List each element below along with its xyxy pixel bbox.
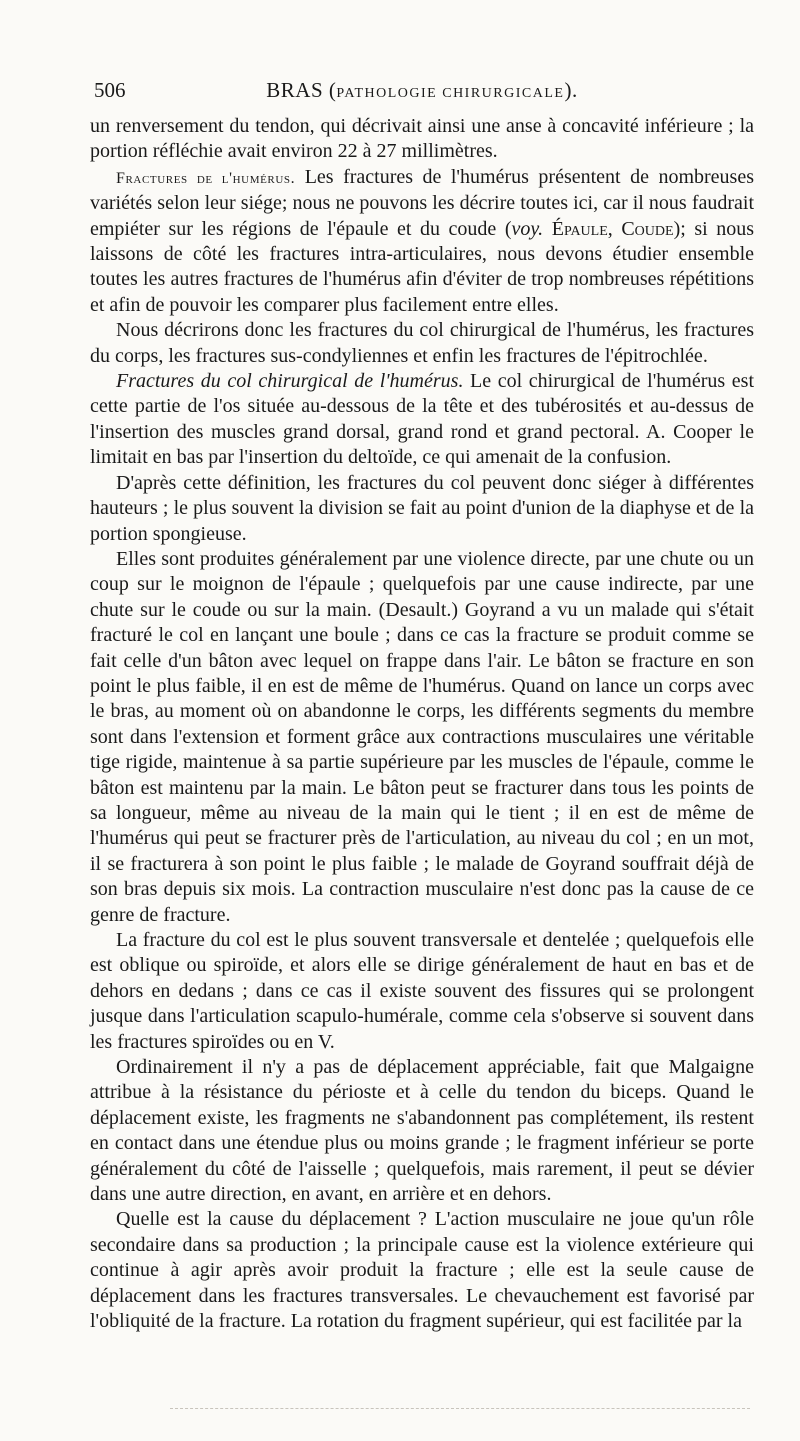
paragraph-definition: D'après cette définition, les fractures du col peuvent donc siéger à différentes hauteurs ; le plus souvent la division se fait au point d'union de la diaphyse et de la portion spongieuse.	[90, 471, 754, 545]
paragraph-displacement: Ordinairement il n'y a pas de déplacement appréciable, fait que Malgaigne attribue à la résistance du périoste et à celle du tendon du biceps. Quand le déplacement existe, les fragments ne s'abandonnent pas complétement, ils restent en contact dans une étendue plus ou moins grande ; le fragment inférieur se porte généralement du côté de l'aisselle ; quelquefois, mais rarement, il peut se dévier dans une autre direction, en avant, en arrière et en dehors.	[90, 1056, 754, 1206]
paragraph-continuation: un renversement du tendon, qui décrivait ainsi une anse à concavité inférieure ; la portion réfléchie avait environ 22 à 27 millimètres.	[90, 115, 754, 163]
paragraph-types: La fracture du col est le plus souvent transversale et dentelée ; quelquefois elle est oblique ou spiroïde, et alors elle se dirige généralement de haut en bas et de dehors en dedans ; dans ce cas il existe souvent des fissures qui se prolongent jusque dans l'articulation scapulo-humérale, comme cela s'observe si souvent dans les fractures spiroïdes ou en V.	[90, 929, 754, 1053]
running-title-main: BRAS (	[266, 78, 337, 102]
paragraph-col-chirurgical	[90, 369, 754, 471]
paragraph-text: Le col chirurgical de l'humérus est cette partie de l'os située au-dessous de la tête et des tubérosités et au-dessus de l'insertion des muscles grand dorsal, grand rond et grand pectoral. A. Cooper le limitait en bas par l'insertion du deltoïde, ce qui amenait de la confusion.	[90, 370, 755, 469]
bottom-rule	[170, 1408, 750, 1409]
running-title	[90, 78, 754, 103]
page-number: 506	[94, 78, 126, 102]
body-text	[90, 114, 754, 1335]
paragraph-causes: Elles sont produites généralement par une violence directe, par une chute ou un coup sur le moignon de l'épaule ; quelquefois par une cause indirecte, par une chute sur le coude ou sur la main. (Desault.) Goyrand a vu un malade qui s'était fracturé le col en lançant une boule ; dans ce cas la fracture se produit comme se fait celle d'un bâton avec lequel on frappe dans l'air. Le bâton se fracture en son point le plus faible, il en est de même de l'humérus. Quand on lance un corps avec le bras, au moment où on abandonne le corps, les différents segments du membre sont dans l'extension et forment grâce aux contractions musculaires une véritable tige rigide, maintenue à sa partie supérieure par les muscles de l'épaule, comme le bâton est maintenu par la main. Le bâton peut se fracturer dans tous les points de sa longueur, même au niveau de la main qui le tient ; il en est de même de l'humérus qui peut se fracturer près de l'articulation, au niveau du col ; en un mot, il se fracturera à son point le plus faible ; le malade de Goyrand souffrait déjà de son bras depuis six mois. La contraction musculaire n'est donc pas la cause de ce genre de fracture.	[90, 547, 754, 926]
running-title-end: ).	[564, 78, 578, 102]
page-header	[90, 78, 754, 108]
cross-reference-epaule: Épaule	[543, 217, 608, 240]
subsection-heading: Fractures du col chirurgical de l'humérus.	[116, 370, 464, 393]
paragraph-text: ); si nous laissons de côté les fractures intra-articulaires, nous devons étudier ensemble toutes les autres fractures de l'humérus afin d'éviter de trop nombreuses répétitions et afin de pouvoir les comparer plus facilement entre elles.	[90, 217, 755, 316]
paragraph-plan: Nous décrirons donc les fractures du col chirurgical de l'humérus, les fractures du corps, les fractures sus-condyliennes et enfin les fractures de l'épitrochlée.	[90, 319, 754, 367]
cross-reference-coude: Coude	[621, 217, 674, 240]
paragraph-displacement-cause: Quelle est la cause du déplacement ? L'action musculaire ne joue qu'un rôle secondaire dans sa production ; la principale cause est la violence extérieure qui continue à agir après avoir produit la fracture ; elle est la seule cause de déplacement dans les fractures transversales. Le chevauchement est favorisé par l'obliquité de la fracture. La rotation du fragment supérieur, qui est facilitée par la	[90, 1208, 754, 1333]
paragraph-text: Les fractures de l'humérus présentent de nombreuses variétés selon leur siége; nous ne pouvons les décrire toutes ici, car il nous faudrait empiéter sur les régions de l'épaule et du coude (	[90, 165, 754, 240]
reference-separator: ,	[607, 217, 622, 240]
voy-abbrev: voy.	[511, 217, 544, 240]
running-title-subtitle: PATHOLOGIE CHIRURGICALE	[336, 86, 565, 101]
paragraph-fractures-humerus	[90, 165, 754, 318]
section-heading: Fractures de l'humérus.	[116, 169, 296, 187]
